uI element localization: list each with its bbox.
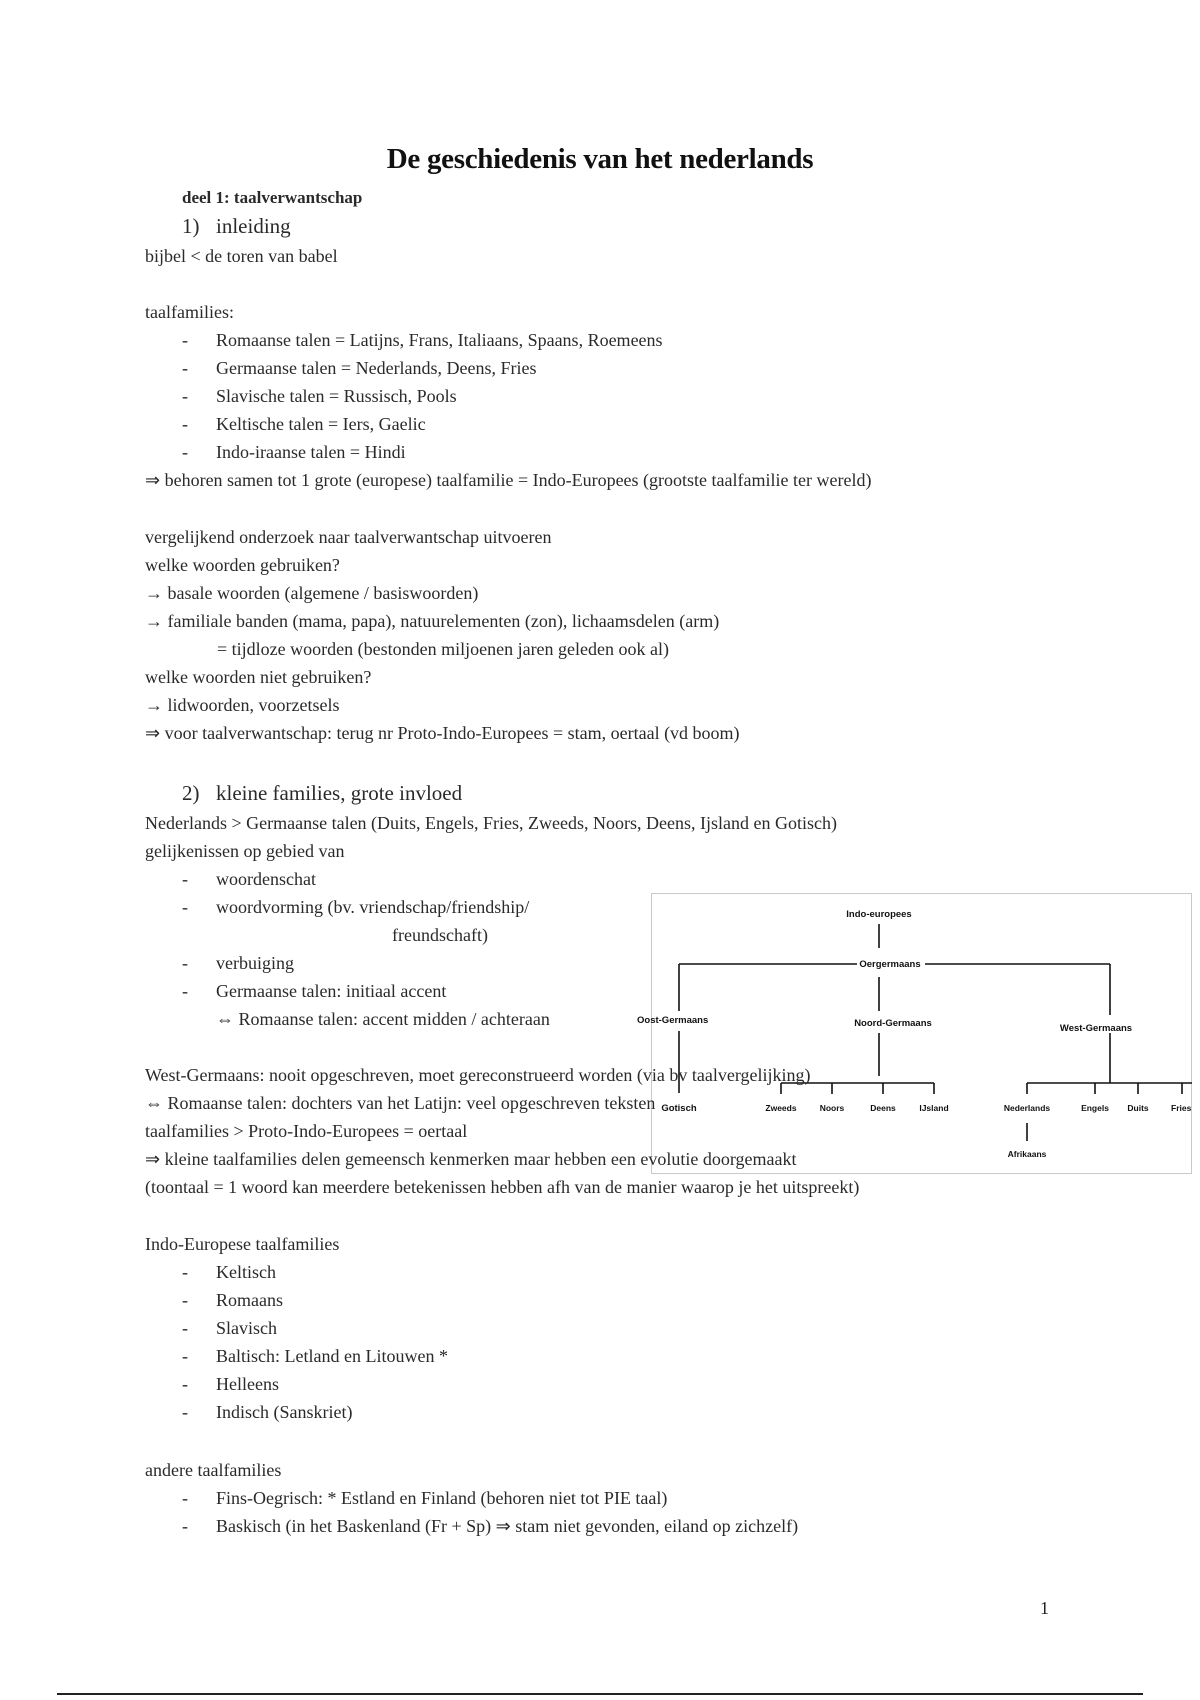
bullet-dash: - <box>182 1262 188 1282</box>
tree-leaf: Deens <box>870 1103 896 1113</box>
bullet-dash: - <box>182 1488 188 1508</box>
tree-branch: West-Germaans <box>1059 1023 1133 1034</box>
document-title: De geschiedenis van het nederlands <box>386 143 814 175</box>
tree-branch: Noord-Germaans <box>854 1018 932 1029</box>
tree-mid: Oergermaans <box>859 959 921 970</box>
similarity-item: woordvorming (bv. vriendschap/friendship/ <box>216 897 530 917</box>
similarity-item: woordenschat <box>216 869 316 889</box>
tree-leaf: IJsland <box>919 1103 949 1113</box>
tree-root: Indo-europees <box>846 909 912 920</box>
other-family-item: Fins-Oegrisch: * Estland en Finland (behoren niet tot PIE taal) <box>216 1488 668 1508</box>
tree-leaf: Nederlands <box>1003 1103 1051 1113</box>
indo-european-item: Helleens <box>216 1374 279 1394</box>
part-heading: deel 1: taalverwantschap <box>182 188 363 207</box>
tree-leaf: Zweeds <box>765 1103 797 1113</box>
bullet-dash: - <box>182 1346 188 1366</box>
indo-european-item: Slavisch <box>216 1318 277 1338</box>
research-line: → familiale banden (mama, papa), natuurelementen (zon), lichaamsdelen (arm) <box>145 611 720 631</box>
research-line: ⇒ voor taalverwantschap: terug nr Proto-Indo-Europees = stam, oertaal (vd boom) <box>145 723 740 743</box>
bullet-dash: - <box>182 1290 188 1310</box>
research-line: → basale woorden (algemene / basiswoorden) <box>145 583 479 603</box>
tree-leaf: Engels <box>1081 1103 1109 1113</box>
tree-leaf: Noors <box>819 1103 845 1113</box>
family-item: Romaanse talen = Latijns, Frans, Italiaans, Spaans, Roemeens <box>216 330 663 350</box>
research-line: vergelijkend onderzoek naar taalverwantschap uitvoeren <box>145 527 552 547</box>
bullet-dash: - <box>182 330 188 350</box>
bullet-dash: - <box>182 981 188 1001</box>
families-label: taalfamilies: <box>145 302 234 322</box>
other-family-item: Baskisch (in het Baskenland (Fr + Sp) ⇒ stam niet gevonden, eiland op zichzelf) <box>216 1516 799 1536</box>
section-2-line: taalfamilies > Proto-Indo-Europees = oertaal <box>145 1121 468 1141</box>
indo-european-item: Indisch (Sanskriet) <box>216 1402 353 1422</box>
section-2-number: 2) <box>182 781 200 805</box>
indo-european-label: Indo-Europese taalfamilies <box>145 1234 340 1254</box>
research-line: = tijdloze woorden (bestonden miljoenen jaren geleden ook al) <box>217 639 670 659</box>
bullet-dash: - <box>182 897 188 917</box>
tree-branch: Oost-Germaans <box>637 1015 709 1026</box>
family-item: Germaanse talen = Nederlands, Deens, Fries <box>216 358 537 378</box>
similarity-item-continued: ⇔ Romaanse talen: accent midden / achteraan <box>216 1009 550 1029</box>
bullet-dash: - <box>182 869 188 889</box>
bullet-dash: - <box>182 1516 188 1536</box>
research-line: welke woorden gebruiken? <box>145 555 340 575</box>
language-tree-figure <box>637 893 1192 1174</box>
tree-leaf: Afrikaans <box>1007 1149 1047 1159</box>
section-2-intro: Nederlands > Germaanse talen (Duits, Engels, Fries, Zweeds, Noors, Deens, Ijsland en Gotisch) <box>145 813 837 833</box>
indo-european-item: Romaans <box>216 1290 283 1310</box>
bullet-dash: - <box>182 358 188 378</box>
family-item: Slavische talen = Russisch, Pools <box>216 386 457 406</box>
indo-european-item: Keltisch <box>216 1262 276 1282</box>
similarity-item: Germaanse talen: initiaal accent <box>216 981 447 1001</box>
similarity-item-continued: freundschaft) <box>392 925 488 945</box>
bullet-dash: - <box>182 1402 188 1422</box>
other-families-label: andere taalfamilies <box>145 1460 282 1480</box>
section-2-line: ⇒ kleine taalfamilies delen gemeensch kenmerken maar hebben een evolutie doorgemaakt <box>145 1149 797 1169</box>
family-item: Keltische talen = Iers, Gaelic <box>216 414 426 434</box>
tree-leaf: Duits <box>1127 1103 1149 1113</box>
bullet-dash: - <box>182 1374 188 1394</box>
indo-european-item: Baltisch: Letland en Litouwen * <box>216 1346 448 1366</box>
page-number: 1 <box>1040 1598 1049 1618</box>
bullet-dash: - <box>182 953 188 973</box>
tree-branch-clip <box>637 1015 708 1026</box>
family-item: Indo-iraanse talen = Hindi <box>216 442 406 462</box>
footer-rule <box>57 1693 1143 1695</box>
babel-line: bijbel < de toren van babel <box>145 246 338 266</box>
section-2-line: (toontaal = 1 woord kan meerdere betekenissen hebben afh van de manier waarop je het uitspreekt) <box>145 1177 860 1197</box>
tree-leaf: Fries <box>1171 1103 1192 1113</box>
bullet-dash: - <box>182 442 188 462</box>
research-line: welke woorden niet gebruiken? <box>145 667 372 687</box>
section-2-intro: gelijkenissen op gebied van <box>145 841 345 861</box>
research-line: → lidwoorden, voorzetsels <box>145 695 340 715</box>
section-1-number: 1) <box>182 214 200 238</box>
similarity-item: verbuiging <box>216 953 294 973</box>
bullet-dash: - <box>182 1318 188 1338</box>
bullet-dash: - <box>182 414 188 434</box>
tree-leaf: Gotisch <box>661 1103 697 1114</box>
section-2-line: ⇔ Romaanse talen: dochters van het Latijn: veel opgeschreven teksten <box>145 1093 656 1113</box>
section-2-line: West-Germaans: nooit opgeschreven, moet gereconstrueerd worden (via bv taalvergelijking) <box>145 1065 811 1085</box>
section-1-heading: inleiding <box>216 214 291 238</box>
section-2-heading: kleine families, grote invloed <box>216 781 463 805</box>
families-conclusion: ⇒ behoren samen tot 1 grote (europese) taalfamilie = Indo-Europees (grootste taalfamilie ter wereld) <box>145 470 872 490</box>
bullet-dash: - <box>182 386 188 406</box>
